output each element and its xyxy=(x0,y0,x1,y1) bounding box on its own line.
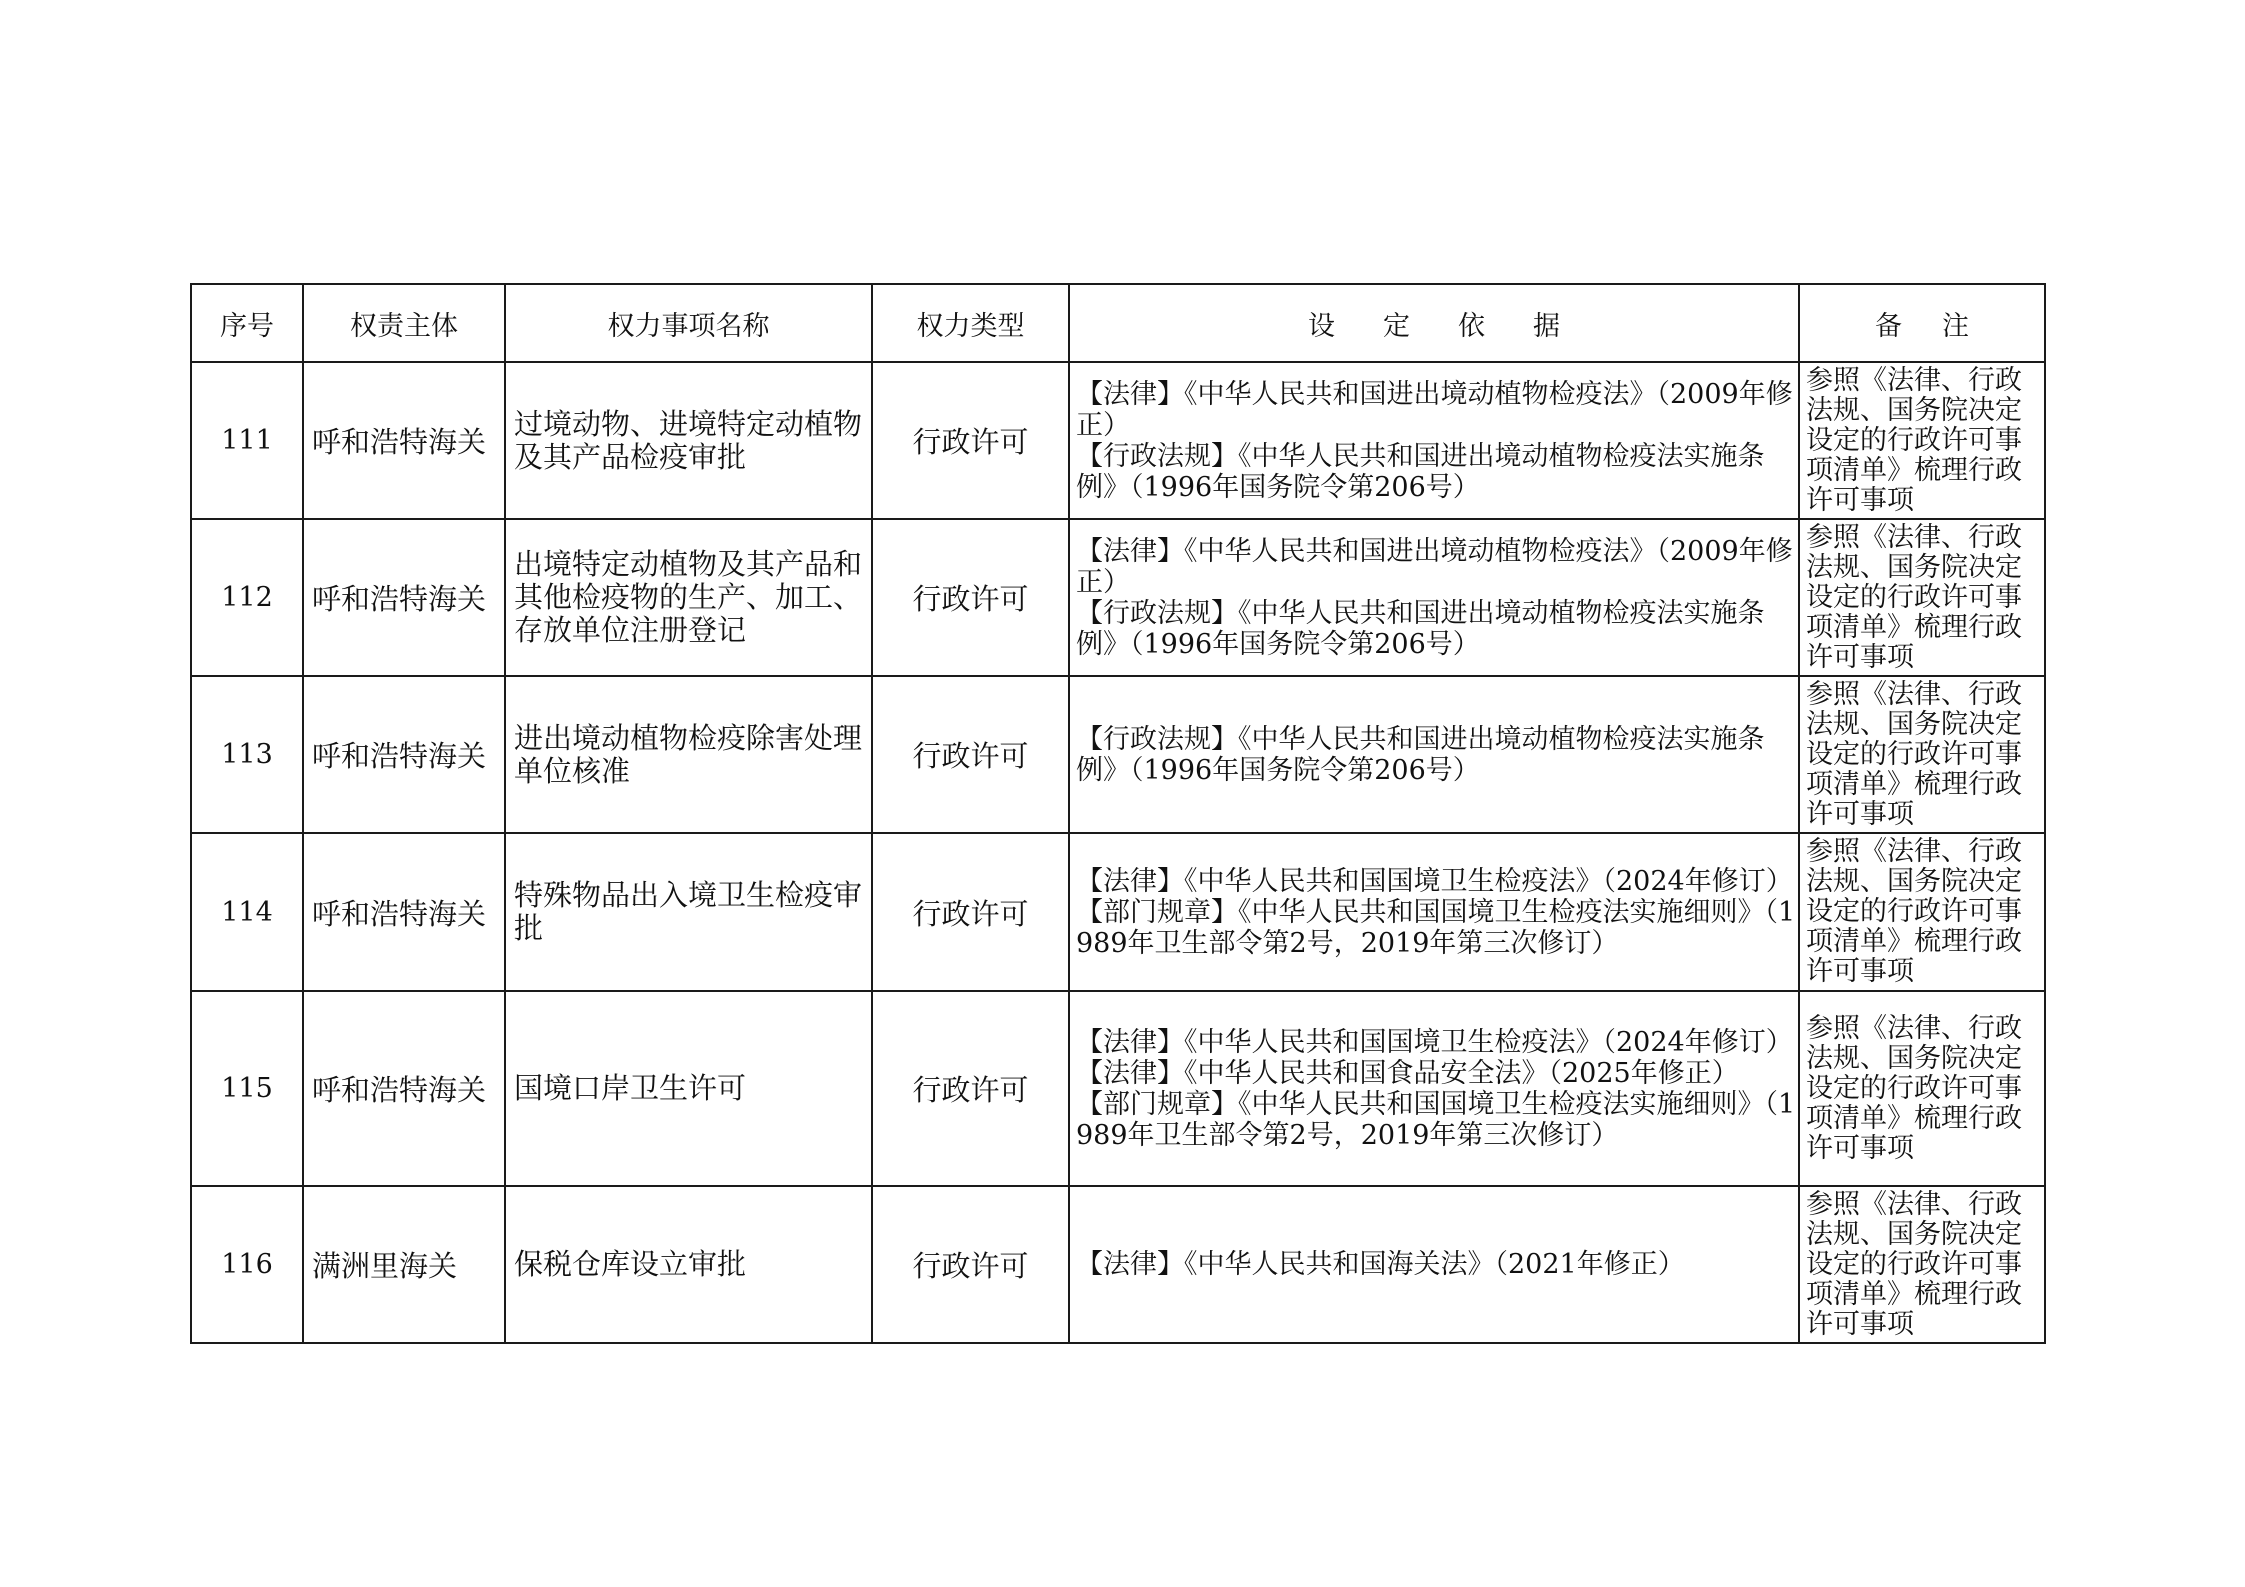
header-note xyxy=(1799,284,2045,362)
row-item-name: 进出境动植物检疫除害处理单位核准 xyxy=(505,676,872,833)
header-name: 权力事项名称 xyxy=(505,284,872,362)
row-note xyxy=(1799,676,2045,833)
row-seq: 116 xyxy=(191,1186,303,1343)
basis-line: 【行政法规】《中华人民共和国进出境动植物检疫法实施条例》（1996年国务院令第206号） xyxy=(1076,597,1765,660)
header-basis xyxy=(1069,284,1799,362)
note-text: 参照《法律、行政法规、国务院决定设定的行政许可事项清单》梳理行政许可事项 xyxy=(1806,678,2022,830)
note-text: 参照《法律、行政法规、国务院决定设定的行政许可事项清单》梳理行政许可事项 xyxy=(1806,1012,2022,1164)
basis-line: 【法律】《中华人民共和国国境卫生检疫法》（2024年修订） xyxy=(1076,865,1793,897)
row-seq: 111 xyxy=(191,362,303,519)
table-row xyxy=(191,362,2045,519)
row-note xyxy=(1799,519,2045,676)
row-type: 行政许可 xyxy=(872,991,1069,1186)
row-note xyxy=(1799,362,2045,519)
row-item-name: 国境口岸卫生许可 xyxy=(505,991,872,1186)
row-seq: 113 xyxy=(191,676,303,833)
basis-line: 【部门规章】《中华人民共和国国境卫生检疫法实施细则》（1989年卫生部令第2号，2019年第三次修订） xyxy=(1076,896,1796,959)
header-seq: 序号 xyxy=(191,284,303,362)
basis-line: 【行政法规】《中华人民共和国进出境动植物检疫法实施条例》（1996年国务院令第206号） xyxy=(1076,440,1765,503)
row-item-name: 过境动物、进境特定动植物及其产品检疫审批 xyxy=(505,362,872,519)
row-basis xyxy=(1069,833,1799,991)
row-seq: 115 xyxy=(191,991,303,1186)
row-item-name: 特殊物品出入境卫生检疫审批 xyxy=(505,833,872,991)
row-type: 行政许可 xyxy=(872,362,1069,519)
row-basis xyxy=(1069,676,1799,833)
row-item-name: 保税仓库设立审批 xyxy=(505,1186,872,1343)
note-text: 参照《法律、行政法规、国务院决定设定的行政许可事项清单》梳理行政许可事项 xyxy=(1806,521,2022,673)
note-text: 参照《法律、行政法规、国务院决定设定的行政许可事项清单》梳理行政许可事项 xyxy=(1806,1188,2022,1340)
row-subject: 呼和浩特海关 xyxy=(303,519,505,676)
row-type: 行政许可 xyxy=(872,676,1069,833)
row-type: 行政许可 xyxy=(872,1186,1069,1343)
row-basis xyxy=(1069,991,1799,1186)
table-row xyxy=(191,991,2045,1186)
row-subject: 满洲里海关 xyxy=(303,1186,505,1343)
basis-line: 【法律】《中华人民共和国海关法》（2021年修正） xyxy=(1076,1249,1685,1280)
table-row xyxy=(191,833,2045,991)
header-basis-label: 设定依据 xyxy=(1308,310,1608,342)
table-row xyxy=(191,676,2045,833)
row-basis xyxy=(1069,362,1799,519)
header-type: 权力类型 xyxy=(872,284,1069,362)
basis-line: 【法律】《中华人民共和国进出境动植物检疫法》（2009年修正） xyxy=(1076,535,1793,598)
row-type: 行政许可 xyxy=(872,519,1069,676)
basis-line: 【部门规章】《中华人民共和国国境卫生检疫法实施细则》（1989年卫生部令第2号，2019年第三次修订） xyxy=(1076,1088,1796,1151)
row-subject: 呼和浩特海关 xyxy=(303,676,505,833)
note-text: 参照《法律、行政法规、国务院决定设定的行政许可事项清单》梳理行政许可事项 xyxy=(1806,364,2022,516)
row-note xyxy=(1799,833,2045,991)
header-note-label: 备注 xyxy=(1875,310,2009,342)
authority-list-table xyxy=(190,283,2046,1344)
basis-line: 【法律】《中华人民共和国国境卫生检疫法》（2024年修订） xyxy=(1076,1026,1793,1058)
row-type: 行政许可 xyxy=(872,833,1069,991)
row-seq: 112 xyxy=(191,519,303,676)
row-note xyxy=(1799,991,2045,1186)
row-note xyxy=(1799,1186,2045,1343)
basis-line: 【行政法规】《中华人民共和国进出境动植物检疫法实施条例》（1996年国务院令第206号） xyxy=(1076,723,1765,786)
basis-line: 【法律】《中华人民共和国进出境动植物检疫法》（2009年修正） xyxy=(1076,378,1793,441)
row-subject: 呼和浩特海关 xyxy=(303,833,505,991)
table-header-row xyxy=(191,284,2045,362)
basis-line: 【法律】《中华人民共和国食品安全法》（2025年修正） xyxy=(1076,1057,1739,1089)
table-row xyxy=(191,519,2045,676)
header-subject: 权责主体 xyxy=(303,284,505,362)
row-seq: 114 xyxy=(191,833,303,991)
row-basis xyxy=(1069,519,1799,676)
row-basis xyxy=(1069,1186,1799,1343)
row-subject: 呼和浩特海关 xyxy=(303,991,505,1186)
row-subject: 呼和浩特海关 xyxy=(303,362,505,519)
note-text: 参照《法律、行政法规、国务院决定设定的行政许可事项清单》梳理行政许可事项 xyxy=(1806,836,2022,987)
table-row xyxy=(191,1186,2045,1343)
row-item-name: 出境特定动植物及其产品和其他检疫物的生产、加工、存放单位注册登记 xyxy=(505,519,872,676)
